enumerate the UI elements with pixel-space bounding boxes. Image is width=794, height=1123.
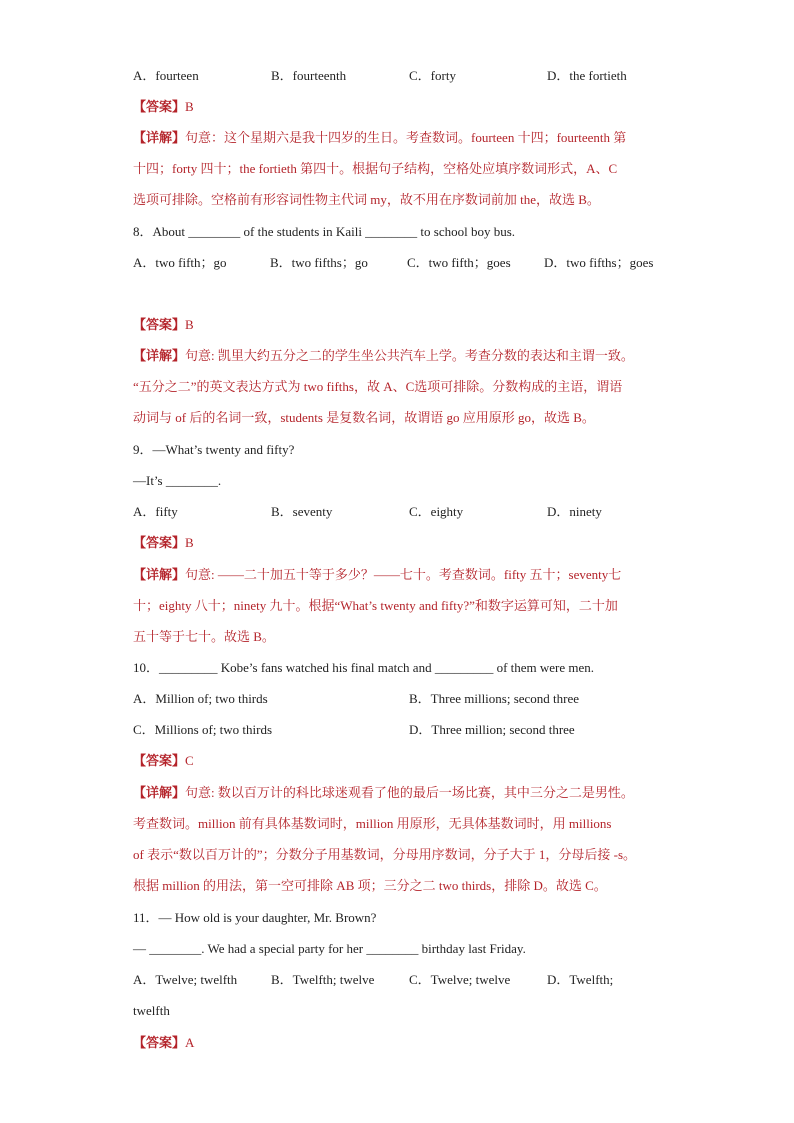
answer-value: C [185, 753, 194, 768]
q10-detail-line-2: 考查数词。million 前有具体基数词时，million 用原形，无具体基数词时，用 millions [133, 816, 612, 831]
detail-tag: 【详解】 [133, 567, 186, 582]
answer-value: A [185, 1035, 195, 1050]
detail-text: 句意：这个星期六是我十四岁的生日。考查数词。fourteen 十四；fourteenth 第 [185, 130, 627, 145]
q9-detail-line-1 [133, 565, 621, 585]
q8-detail-line-1 [133, 346, 634, 366]
q9-answer [133, 533, 194, 553]
q7-detail-line-2: 十四；forty 四十；the fortieth 第四十。根据句子结构，空格处应填序数词形式，A、C [133, 161, 618, 176]
q9-option-a: A．fifty [133, 504, 178, 519]
q7-option-d: D．the fortieth [547, 68, 627, 83]
q10-answer [133, 751, 194, 771]
answer-tag: 【答案】 [133, 317, 186, 332]
detail-text: 句意: ——二十加五十等于多少？——七十。考查数词。fifty 五十；seventy七 [185, 567, 622, 582]
q10-option-b: B．Three millions; second three [409, 691, 580, 706]
answer-tag: 【答案】 [133, 753, 186, 768]
q11-option-d: D．Twelfth; [547, 972, 614, 987]
q9-option-d: D．ninety [547, 504, 602, 519]
q11-option-d-wrap: twelfth [133, 1003, 170, 1018]
answer-tag: 【答案】 [133, 1035, 186, 1050]
detail-tag: 【详解】 [133, 348, 186, 363]
q10-detail-line-4: 根据 million 的用法，第一空可排除 AB 项；三分之二 two thirds，排除 D。故选 C。 [133, 878, 607, 893]
q11-option-a: A．Twelve; twelfth [133, 972, 238, 987]
q7-option-a: A．fourteen [133, 68, 199, 83]
q10-detail-line-1 [133, 783, 634, 803]
answer-tag: 【答案】 [133, 535, 186, 550]
answer-value: B [185, 317, 194, 332]
answer-value: B [185, 99, 194, 114]
q8-stem: 8．About ________ of the students in Kaili ________ to school boy bus. [133, 224, 516, 239]
q7-detail-line-1 [133, 128, 626, 148]
q11-answer [133, 1033, 194, 1053]
q10-option-a: A．Million of; two thirds [133, 691, 268, 706]
q9-detail-line-2: 十；eighty 八十；ninety 九十。根据“What’s twenty and fifty?”和数字运算可知，二十加 [133, 598, 618, 613]
q9-detail-line-3: 五十等于七十。故选 B。 [133, 629, 275, 644]
q9-option-b: B．seventy [271, 504, 333, 519]
answer-value: B [185, 535, 194, 550]
q8-answer [133, 315, 194, 335]
detail-text: 句意: 数以百万计的科比球迷观看了他的最后一场比赛，其中三分之二是男性。 [185, 785, 634, 800]
q10-stem: 10．_________ Kobe’s fans watched his final match and _________ of them were men. [133, 660, 595, 675]
detail-tag: 【详解】 [133, 785, 186, 800]
q7-detail-line-3: 选项可排除。空格前有形容词性物主代词 my，故不用在序数词前加 the，故选 B。 [133, 192, 600, 207]
detail-tag: 【详解】 [133, 130, 186, 145]
q9-option-c: C．eighty [409, 504, 464, 519]
q10-option-c: C．Millions of; two thirds [133, 722, 273, 737]
q11-option-c: C．Twelve; twelve [409, 972, 511, 987]
q8-option-b: B．two fifths；go [270, 255, 368, 270]
q7-answer [133, 97, 194, 117]
q9-stem-line-1: 9．—What’s twenty and fifty? [133, 442, 295, 457]
q10-detail-line-3: of 表示“数以百万计的”；分数分子用基数词，分母用序数词，分子大于 1，分母后接 -s。 [133, 847, 637, 862]
q8-option-c: C．two fifth；goes [407, 255, 511, 270]
q11-stem-line-1: 11．— How old is your daughter, Mr. Brown? [133, 910, 377, 925]
q8-option-a: A．two fifth；go [133, 255, 227, 270]
answer-tag: 【答案】 [133, 99, 186, 114]
detail-text: 句意: 凯里大约五分之二的学生坐公共汽车上学。考查分数的表达和主谓一致。 [185, 348, 634, 363]
q10-option-d: D．Three million; second three [409, 722, 575, 737]
q7-option-c: C．forty [409, 68, 456, 83]
q8-option-d: D．two fifths；goes [544, 255, 654, 270]
q9-stem-line-2: —It’s ________. [133, 473, 222, 488]
q7-option-b: B．fourteenth [271, 68, 347, 83]
q8-detail-line-3: 动词与 of 后的名词一致，students 是复数名词，故谓语 go 应用原形 go，故选 B。 [133, 410, 595, 425]
q8-detail-line-2: “五分之二”的英文表达方式为 two fifths，故 A、C选项可排除。分数构成的主语，谓语 [133, 379, 623, 394]
q11-stem-line-2: — ________. We had a special party for her ________ birthday last Friday. [133, 941, 526, 956]
q11-option-b: B．Twelfth; twelve [271, 972, 375, 987]
